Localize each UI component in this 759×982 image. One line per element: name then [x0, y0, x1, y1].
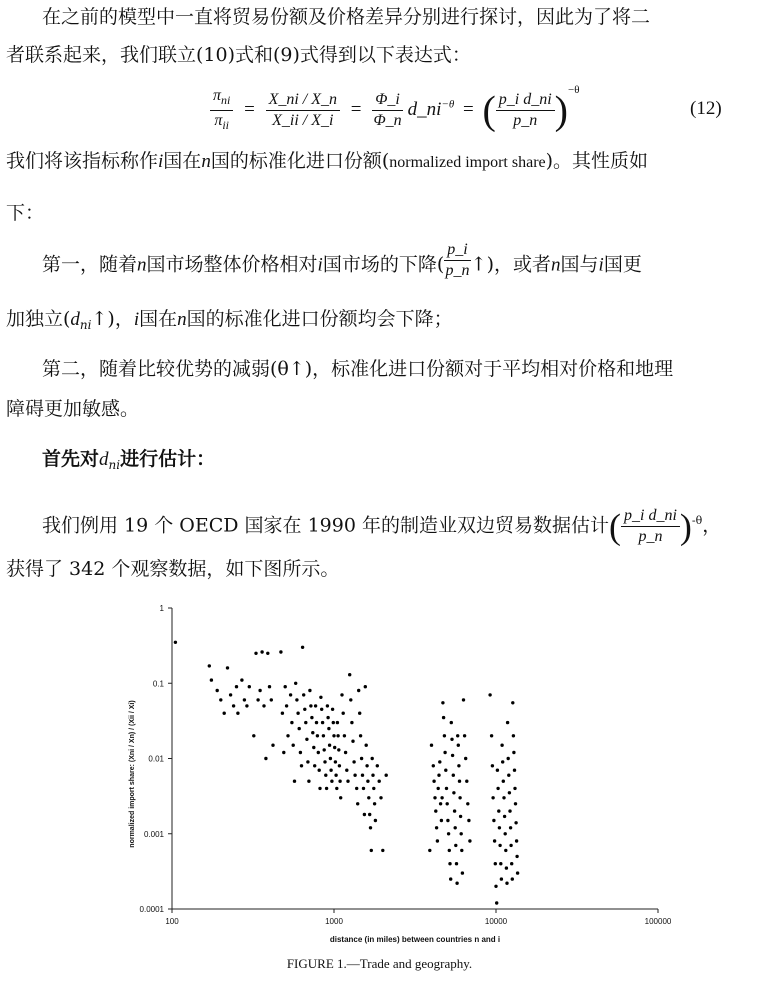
data-point — [457, 744, 460, 747]
data-point — [434, 809, 437, 812]
data-point — [509, 826, 512, 829]
para1-line2: 者联系起来，我们联立(10)式和(9)式得到以下表达式： — [6, 44, 471, 66]
data-point — [349, 698, 352, 701]
data-point — [312, 746, 315, 749]
para3-line1: 第一，随着n国市场整体价格相对i国市场的下降( $\frac{p\_i}{p\_n}$ ↑)，或者n国与i国更 — [42, 241, 642, 279]
data-point — [458, 780, 461, 783]
data-point — [342, 712, 345, 715]
data-point — [245, 704, 248, 707]
chart-points — [174, 641, 520, 905]
data-point — [226, 666, 229, 669]
data-point — [314, 704, 317, 707]
data-point — [452, 774, 455, 777]
data-point — [240, 678, 243, 681]
data-point — [507, 774, 510, 777]
data-point — [210, 678, 213, 681]
data-point — [513, 787, 516, 790]
data-point — [448, 849, 451, 852]
data-point — [323, 748, 326, 751]
data-point — [303, 708, 306, 711]
data-point — [329, 769, 332, 772]
data-point — [432, 780, 435, 783]
data-point — [364, 685, 367, 688]
para5-fraction: $\frac{\text{p\_i d\_ni}}{p\_n}$ — [621, 506, 680, 547]
data-point — [254, 652, 257, 655]
data-point — [433, 796, 436, 799]
data-point — [516, 871, 519, 874]
data-point — [372, 787, 375, 790]
data-point — [370, 849, 373, 852]
data-point — [282, 751, 285, 754]
data-point — [374, 819, 377, 822]
data-point — [229, 693, 232, 696]
para1-line1: 在之前的模型中一直将贸易份额及价格差异分别进行探讨，因此为了将二 — [42, 6, 651, 28]
data-point — [350, 721, 353, 724]
data-point — [512, 751, 515, 754]
data-point — [309, 704, 312, 707]
para4-line2: 障碍更加敏感。 — [6, 398, 140, 420]
data-point — [351, 740, 354, 743]
data-point — [302, 693, 305, 696]
data-point — [515, 839, 518, 842]
x-tick-label: 100000 — [644, 917, 672, 926]
data-point — [363, 813, 366, 816]
data-point — [353, 774, 356, 777]
data-point — [450, 738, 453, 741]
eq-mid-fraction: $\frac{X\_ni / X\_n}{X\_ii / X\_i}$ — [266, 90, 340, 131]
data-point — [435, 826, 438, 829]
data-point — [313, 764, 316, 767]
data-point — [336, 721, 339, 724]
data-point — [442, 716, 445, 719]
y-tick-label: 1 — [159, 604, 164, 613]
data-point — [223, 712, 226, 715]
data-point — [510, 862, 513, 865]
data-point — [344, 751, 347, 754]
data-point — [376, 764, 379, 767]
data-point — [437, 787, 440, 790]
data-point — [305, 738, 308, 741]
data-point — [499, 862, 502, 865]
data-point — [447, 832, 450, 835]
data-point — [452, 791, 455, 794]
data-point — [290, 721, 293, 724]
data-point — [330, 780, 333, 783]
y-tick-label: 0.001 — [143, 829, 164, 839]
data-point — [502, 796, 505, 799]
data-point — [513, 769, 516, 772]
data-point — [502, 780, 505, 783]
data-point — [284, 685, 287, 688]
data-point — [307, 780, 310, 783]
data-point — [339, 796, 342, 799]
data-point — [329, 757, 332, 760]
data-point — [381, 849, 384, 852]
data-point — [500, 744, 503, 747]
data-point — [324, 774, 327, 777]
data-point — [266, 652, 269, 655]
data-point — [369, 826, 372, 829]
eq-phi-fraction: $\frac{\Phi\_i}{\Phi\_n}$ — [373, 91, 402, 130]
data-point — [450, 721, 453, 724]
y-tick-label: 0.01 — [148, 754, 164, 764]
data-point — [514, 821, 517, 824]
scatter-chart — [120, 594, 720, 954]
data-point — [357, 689, 360, 692]
data-point — [466, 802, 469, 805]
data-point — [467, 819, 470, 822]
data-point — [509, 844, 512, 847]
data-point — [327, 727, 330, 730]
data-point — [320, 708, 323, 711]
data-point — [504, 832, 507, 835]
data-point — [335, 787, 338, 790]
data-point — [219, 698, 222, 701]
data-point — [443, 734, 446, 737]
data-point — [300, 764, 303, 767]
data-point — [508, 809, 511, 812]
data-point — [436, 839, 439, 842]
data-point — [306, 760, 309, 763]
data-point — [432, 764, 435, 767]
data-point — [448, 862, 451, 865]
data-point — [488, 693, 491, 696]
data-point — [262, 704, 265, 707]
data-point — [174, 641, 177, 644]
data-point — [451, 754, 454, 757]
data-point — [232, 704, 235, 707]
section-heading: 首先对$d_{ni}$进行估计： — [42, 448, 216, 472]
data-point — [500, 877, 503, 880]
data-point — [438, 760, 441, 763]
data-point — [371, 774, 374, 777]
data-point — [355, 787, 358, 790]
data-point — [454, 826, 457, 829]
data-point — [294, 682, 297, 685]
data-point — [319, 696, 322, 699]
data-point — [371, 757, 374, 760]
data-point — [512, 734, 515, 737]
data-point — [455, 882, 458, 885]
x-tick-label: 1000 — [325, 917, 343, 926]
data-point — [455, 862, 458, 865]
data-point — [504, 849, 507, 852]
data-point — [365, 764, 368, 767]
y-tick-label: 0.0001 — [139, 905, 164, 914]
data-point — [334, 760, 337, 763]
data-point — [440, 819, 443, 822]
data-point — [459, 815, 462, 818]
figure-caption: FIGURE 1.—Trade and geography. — [286, 956, 473, 971]
data-point — [385, 774, 388, 777]
data-point — [248, 685, 251, 688]
data-point — [430, 744, 433, 747]
data-point — [501, 760, 504, 763]
data-point — [338, 780, 341, 783]
data-point — [252, 734, 255, 737]
data-point — [362, 787, 365, 790]
data-point — [460, 849, 463, 852]
data-point — [515, 855, 518, 858]
data-point — [337, 748, 340, 751]
data-point — [508, 791, 511, 794]
data-point — [336, 734, 339, 737]
eq-d-term: $d\_ni^{-\theta}$ — [407, 98, 455, 120]
data-point — [365, 744, 368, 747]
data-point — [446, 802, 449, 805]
para4-line1: 第二，随着比较优势的减弱(θ↑)，标准化进口份额对于平均相对价格和地理 — [42, 358, 674, 380]
data-point — [503, 815, 506, 818]
data-point — [463, 734, 466, 737]
data-point — [464, 757, 467, 760]
x-tick-label: 100 — [165, 917, 179, 926]
data-point — [332, 721, 335, 724]
data-point — [268, 685, 271, 688]
data-point — [494, 862, 497, 865]
data-point — [496, 787, 499, 790]
data-point — [462, 698, 465, 701]
data-point — [352, 760, 355, 763]
data-point — [495, 901, 498, 904]
data-point — [343, 734, 346, 737]
data-point — [271, 744, 274, 747]
data-point — [456, 734, 459, 737]
data-point — [437, 774, 440, 777]
data-point — [465, 780, 468, 783]
data-point — [299, 751, 302, 754]
data-point — [493, 839, 496, 842]
data-point — [333, 746, 336, 749]
data-point — [285, 704, 288, 707]
data-point — [286, 734, 289, 737]
data-point — [345, 769, 348, 772]
data-point — [491, 796, 494, 799]
data-point — [318, 787, 321, 790]
data-point — [461, 871, 464, 874]
data-point — [270, 698, 273, 701]
eq-paren-fraction: $\frac{\text{p\_i d\_ni}}{p\_n}$ — [496, 90, 555, 131]
data-point — [494, 885, 497, 888]
data-point — [281, 712, 284, 715]
data-point — [379, 796, 382, 799]
data-point — [308, 689, 311, 692]
data-point — [325, 787, 328, 790]
data-point — [298, 727, 301, 730]
data-point — [514, 802, 517, 805]
x-axis-label: distance (in miles) between countries n and i — [329, 935, 501, 944]
equation-number: (12) — [690, 98, 722, 119]
data-point — [443, 751, 446, 754]
data-point — [304, 721, 307, 724]
data-point — [310, 716, 313, 719]
data-point — [468, 839, 471, 842]
data-point — [497, 809, 500, 812]
data-point — [326, 716, 329, 719]
para2-line2: 下： — [6, 202, 45, 224]
data-point — [328, 744, 331, 747]
data-point — [439, 802, 442, 805]
eq-lhs-fraction: $\frac{\pi_{ni}}{\pi_{ii}}$ — [210, 86, 233, 135]
data-point — [490, 734, 493, 737]
data-point — [378, 780, 381, 783]
data-point — [446, 819, 449, 822]
data-point — [457, 764, 460, 767]
data-point — [428, 849, 431, 852]
data-point — [498, 844, 501, 847]
data-point — [511, 877, 514, 880]
data-point — [301, 646, 304, 649]
data-point — [453, 809, 456, 812]
data-point — [492, 819, 495, 822]
data-point — [296, 712, 299, 715]
y-axis-label: normalized import share: (Xni / Xn) / (Xii / Xi) — [129, 700, 136, 848]
data-point — [507, 757, 510, 760]
data-point — [292, 744, 295, 747]
data-point — [208, 664, 211, 667]
data-point — [346, 780, 349, 783]
y-tick-label: 0.1 — [152, 679, 164, 689]
data-point — [295, 698, 298, 701]
data-point — [289, 693, 292, 696]
x-tick-label: 10000 — [484, 917, 508, 926]
data-point — [449, 877, 452, 880]
data-point — [444, 769, 447, 772]
data-point — [441, 701, 444, 704]
para5-line2: 获得了 342 个观察数据，如下图所示。 — [6, 558, 340, 580]
data-point — [340, 693, 343, 696]
data-point — [235, 685, 238, 688]
data-point — [338, 764, 341, 767]
para2-line1: 我们将该指标称作i国在n国的标准化进口份额(normalized import share)。其性质如 — [6, 150, 649, 172]
data-point — [311, 731, 314, 734]
data-point — [315, 721, 318, 724]
data-point — [511, 701, 514, 704]
data-point — [506, 721, 509, 724]
data-point — [359, 734, 362, 737]
data-point — [445, 787, 448, 790]
data-point — [498, 826, 501, 829]
data-point — [505, 866, 508, 869]
data-point — [318, 769, 321, 772]
data-point — [454, 844, 457, 847]
data-point — [496, 769, 499, 772]
data-point — [348, 673, 351, 676]
data-point — [326, 704, 329, 707]
data-point — [317, 751, 320, 754]
data-point — [316, 734, 319, 737]
data-point — [236, 712, 239, 715]
data-point — [260, 650, 263, 653]
data-point — [356, 802, 359, 805]
data-point — [491, 764, 494, 767]
data-point — [332, 734, 335, 737]
data-point — [323, 760, 326, 763]
data-point — [243, 698, 246, 701]
data-point — [216, 689, 219, 692]
data-point — [258, 689, 261, 692]
data-point — [358, 712, 361, 715]
data-point — [264, 757, 267, 760]
para3-line2: 加独立$(d_{ni}↑)$，i国在n国的标准化进口份额均会下降； — [6, 308, 453, 332]
data-point — [279, 650, 282, 653]
para3-price-fraction: $\frac{p\_i}{p\_n}$ — [445, 241, 470, 279]
equation-12: $\frac{\pi_{ni}}{\pi_{ii}}$ = $\frac{X\_ni / X\_n}{X\_ii / X\_i}$ = $\frac{\Phi\_i}{\Phi\_n}$ $d\_ni^{-\theta}$ = ( $\frac{\text{p\_i d\_ni}}{p\_n}$ )$^{-\theta}$ — [210, 84, 579, 144]
data-point — [334, 774, 337, 777]
data-point — [293, 780, 296, 783]
data-point — [366, 780, 369, 783]
data-point — [322, 734, 325, 737]
data-point — [360, 757, 363, 760]
para5-line1: 我们例用 19 个 OECD 国家在 1990 年的制造业双边贸易数据估计( $\frac{\text{p\_i d\_ni}}{p\_n}$ )$^{-\theta}$， — [42, 506, 722, 547]
data-point — [373, 802, 376, 805]
chart-axes — [140, 604, 672, 926]
data-point — [361, 774, 364, 777]
data-point — [458, 796, 461, 799]
data-point — [321, 721, 324, 724]
data-point — [331, 708, 334, 711]
data-point — [460, 832, 463, 835]
data-point — [368, 813, 371, 816]
data-point — [505, 882, 508, 885]
data-point — [367, 796, 370, 799]
data-point — [256, 698, 259, 701]
data-point — [440, 796, 443, 799]
